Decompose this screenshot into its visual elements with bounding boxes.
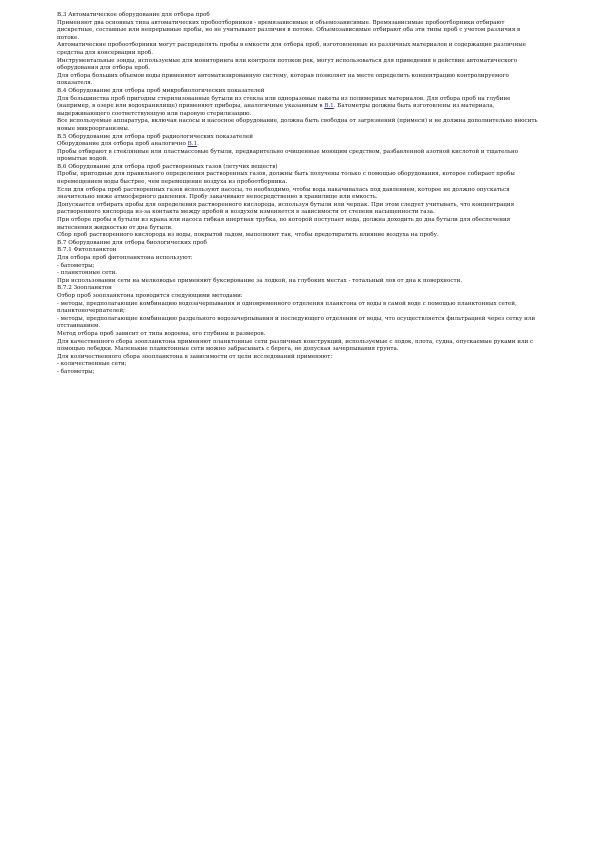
paragraph: Отбор проб зоопланктона проводится следующими методами: <box>57 292 243 299</box>
subsection-heading: В.7.1 Фитопланктон <box>57 247 117 254</box>
list-item: - планктонные сети. <box>57 270 118 277</box>
list-item: - методы, предполагающие комбинацию раздельного водозачерпывания и последующего отделения от воды, что осуществляется фильтрацией через сетку или отстаиванием. <box>57 315 536 330</box>
paragraph-text: Для большинства проб пригодны стерилизованные бутыли из стекла или одноразовые пакеты из полимерных материалов. Для отбора проб на глубине (например, в озере или водохранилище) применяют приборы, аналогичные указанным в <box>57 95 511 110</box>
paragraph: Автоматические пробоотборники могут распределять пробы в емкости для отбора проб, изготовленные из различных материалов и содержащие различные средства для консервации проб. <box>57 42 526 56</box>
paragraph-with-link <box>57 96 539 119</box>
paragraph: Для отбора больших объемов воды применяют автоматизированную систему, которая позволяет на месте определить концентрацию контролируемого показателя. <box>57 72 509 87</box>
paragraph-text: . Батометры должны быть изготовлены из материала, выдерживающего соответствующую или паровую стерилизацию. <box>57 103 495 117</box>
section-heading-v4: В.4 Оборудование для отбора проб микробиологических показателей <box>57 87 265 94</box>
section-heading-v6: В.6 Оборудование для отбора проб растворенных газов (летучих веществ) <box>57 163 278 170</box>
paragraph: Пробы, пригодные для правильного определения растворенных газов, должны быть получены только с помощью оборудования, которое собирает пробы перемещением воды быстрее, чем перемещение воздуха из пробоотборника. <box>57 171 515 186</box>
section-heading-v3: В.3 Автоматическое оборудование для отбора проб <box>57 12 210 18</box>
list-item: - методы, предполагающие комбинацию водозачерпывания и одновременного отделения планктона от воды в самой воде с помощью планктонных сетей, планктоночерпателей; <box>57 300 517 315</box>
paragraph: Применяют два основных типа автоматических пробоотборников - времязависимые и объемозависимые. Времязависимые пробоотборники отбирают дискретные, составные или непрерывные пробы, но не учитывают различия в потоке. Объемозависимые отбирают оба эти типы проб с учетом различия в потоке. <box>57 19 521 41</box>
paragraph: Метод отбора проб зависит от типа водоема, его глубины и размеров. <box>57 330 266 337</box>
paragraph-text: . <box>197 141 199 148</box>
paragraph: Инструментальные зонды, используемые для мониторинга или контроля потоков рек, могут использоваться для приведения в действие автоматического оборудования для отбора проб. <box>57 57 518 72</box>
paragraph: Допускается отбирать пробы для определения растворенного кислорода, используя бутыли или черпак. При этом следует учитывать, что концентрация растворенного кислорода из-за контакта между пробой и воздухом изменяется в зависимости от степени насыщенности газа. <box>57 201 515 216</box>
paragraph: Для количественного сбора зоопланктона в зависимости от цели исследований применяют: <box>57 353 333 360</box>
paragraph: При использовании сети на мелководье применяют буксирование за лодкой, на глубоких местах - тотальный лов от дна к поверхности. <box>57 277 463 284</box>
paragraph: Сбор проб растворенного кислорода из воды, покрытой льдом, выполняют так, чтобы предотвратить влияние воздуха на пробу. <box>57 232 439 239</box>
section-heading-v7: В.7 Оборудование для отбора биологических проб <box>57 239 207 246</box>
paragraph-with-link <box>57 141 539 149</box>
paragraph: Для качественного сбора зоопланктона применяют планктонные сети различных конструкций, используемые с лодок, плота, судна, опускаемые руками или с помощью лебедки. Маленькие планктонные сети можно забрасывать с берега, не допуская зачерпывания грунта. <box>57 338 534 353</box>
paragraph-text: Оборудование для отбора проб аналогично <box>57 141 188 148</box>
paragraph: Если для отбора проб растворенных газов используют насосы, то необходимо, чтобы вода накачивалась под давлением, которое не должно опускаться значительно ниже атмосферного давления. Пробу закачивают непосредственно в хранилище или емкость. <box>57 186 510 201</box>
document-page <box>57 12 539 377</box>
list-item: - батометры; <box>57 262 95 269</box>
list-item: - батометры; <box>57 368 95 375</box>
list-item: - количественные сети; <box>57 361 127 368</box>
paragraph: Пробы отбирают в стеклянные или пластмассовые бутыли, предварительно очищенные моющим средством, разбавленной азотной кислотой и тщательно промытые водой. <box>57 148 519 163</box>
section-heading-v5: В.5 Оборудование для отбора проб радиологических показателей <box>57 133 253 140</box>
paragraph: При отборе пробы в бутыли из крана или насоса гибкая инертная трубка, по которой поступает вода, должна доходить до дна бутыли для обеспечения вытеснения жидкостью от дна бутыли. <box>57 217 511 231</box>
paragraph: Для отбора проб фитопланктона используют: <box>57 255 193 261</box>
paragraph: Все используемые аппаратура, включая насосы и насосное оборудование, должна быть свободна от загрязнений (примеси) и не должна дополнительно вносить новые микроорганизмы. <box>57 118 538 132</box>
subsection-heading: В.7.2 Зоопланктон <box>57 285 112 292</box>
reference-link-v1[interactable]: В.1 <box>324 103 334 110</box>
reference-link-v1[interactable]: В.1 <box>187 141 198 148</box>
